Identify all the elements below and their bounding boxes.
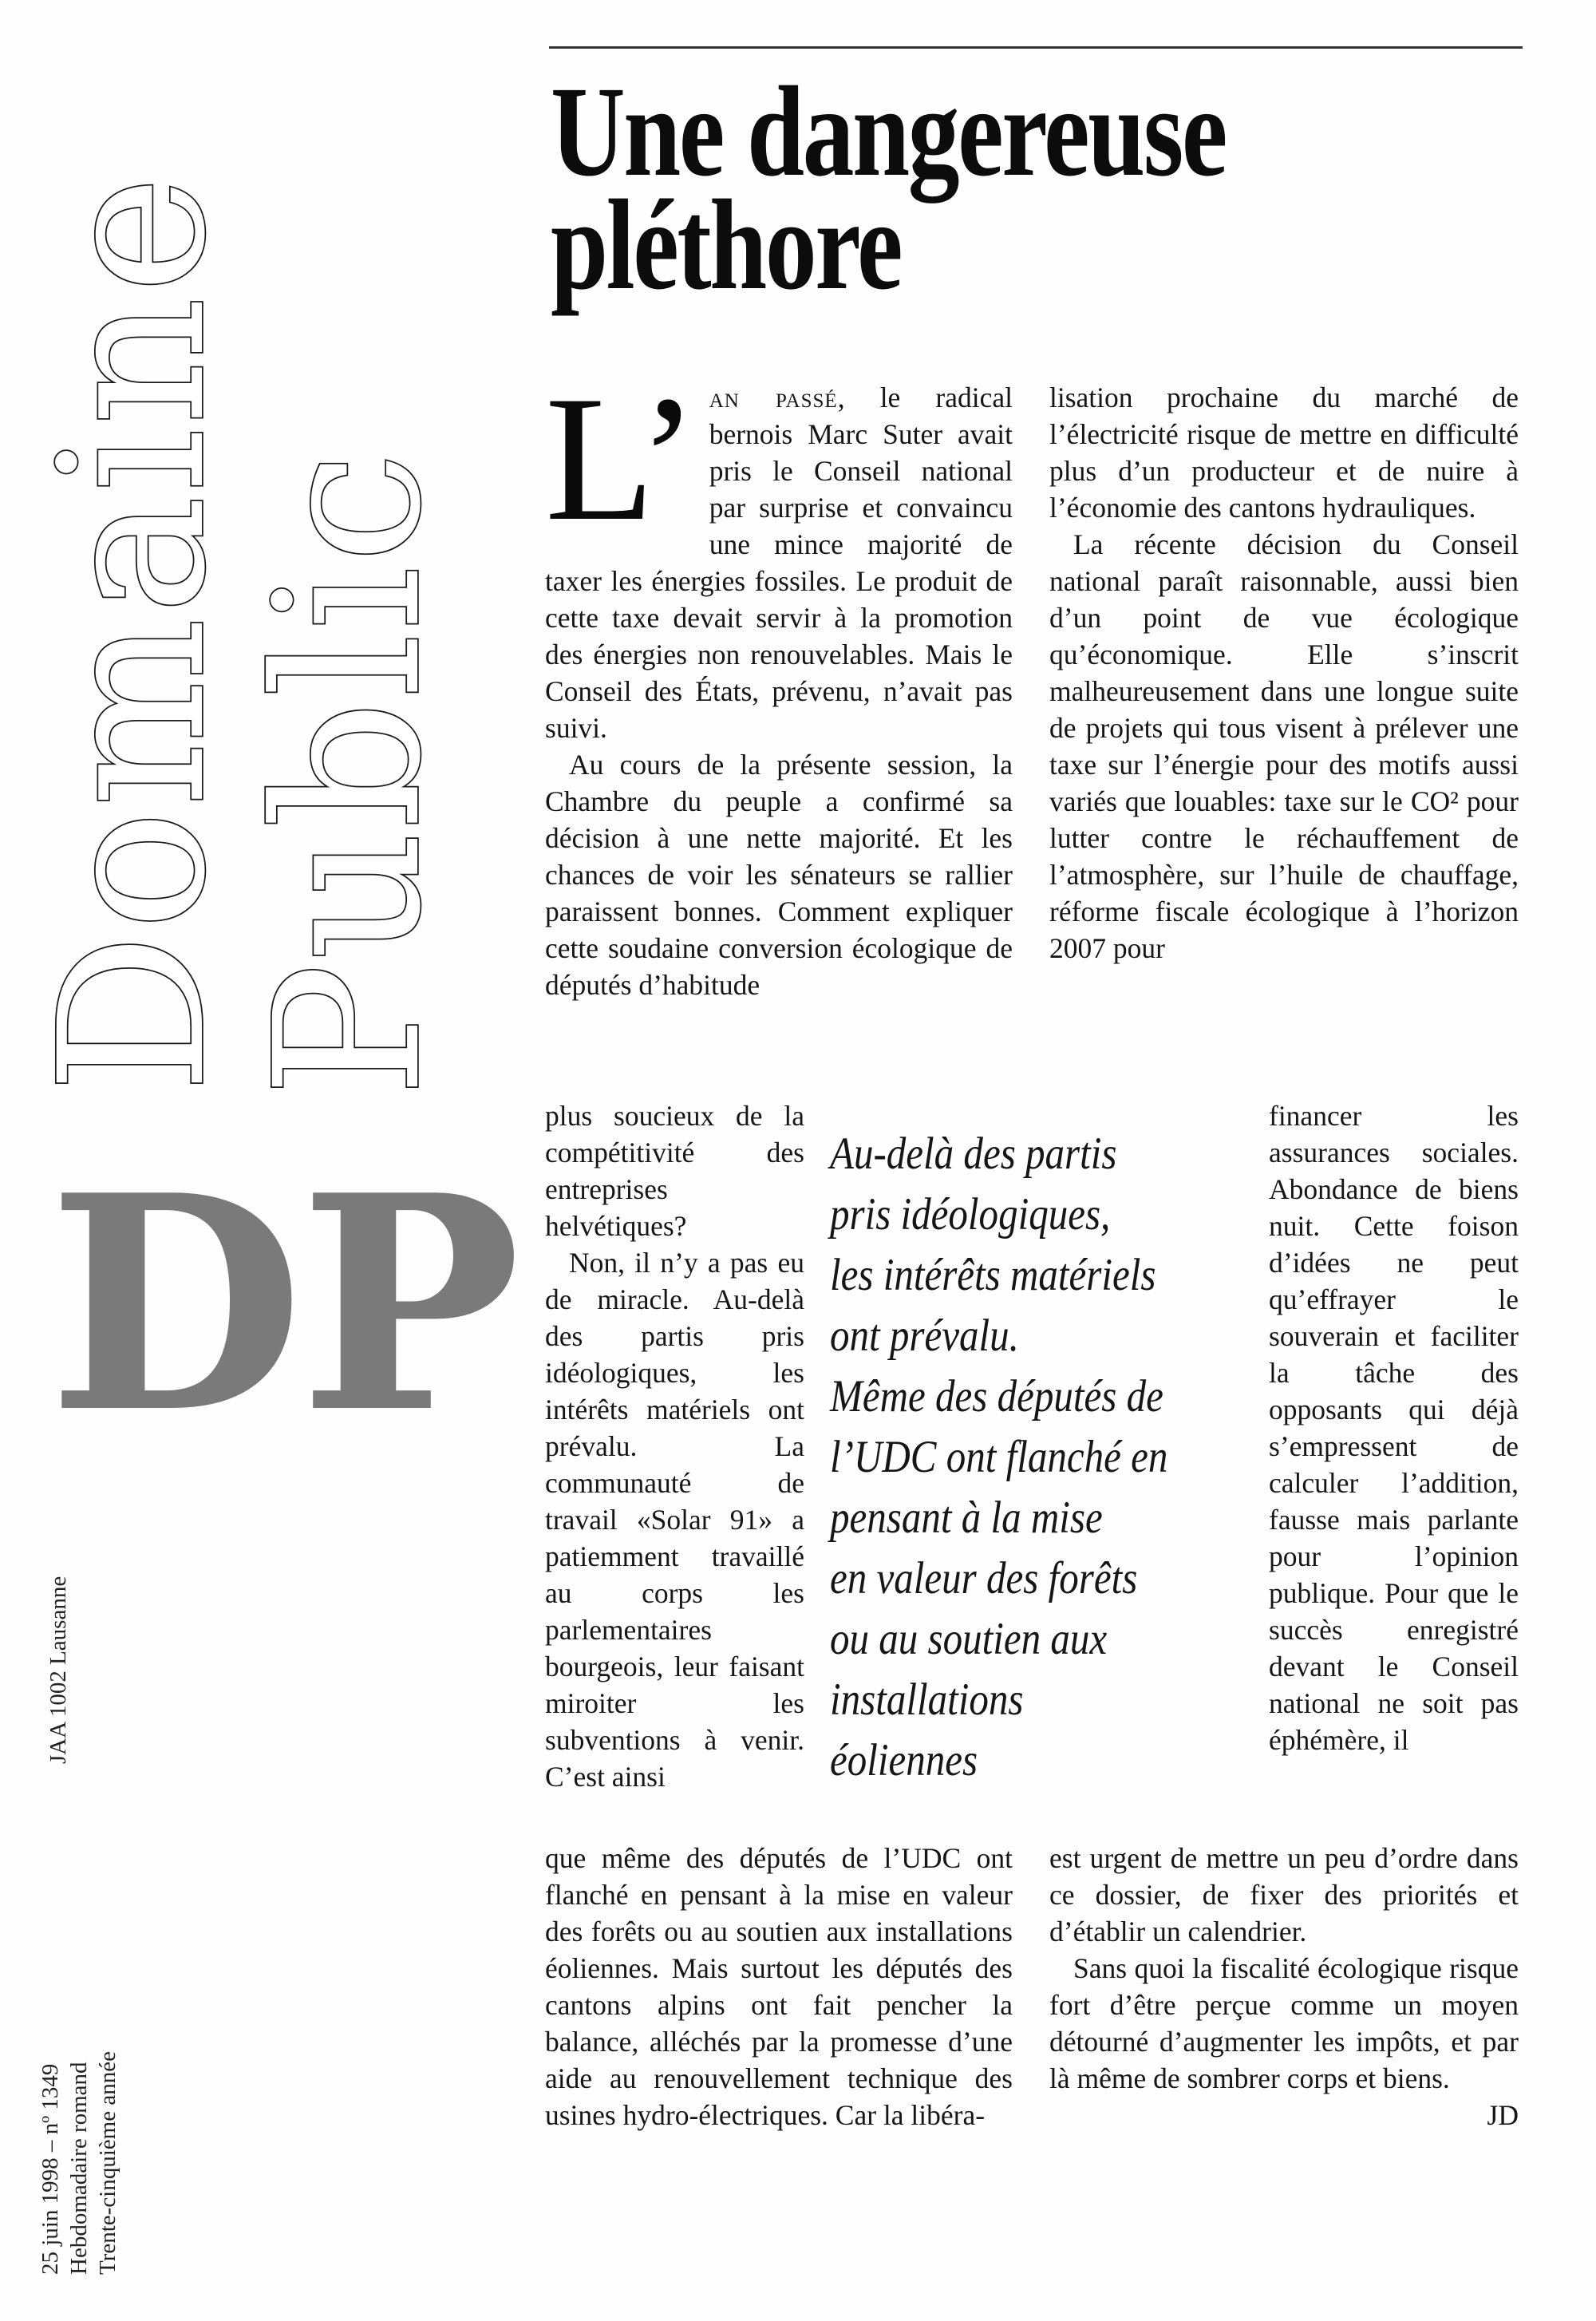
pull-quote-line: Au-delà des partis: [830, 1129, 1117, 1179]
pull-quote-line: pensant à la mise: [830, 1493, 1103, 1543]
title-line-1: Une dangereuse: [551, 61, 1227, 204]
pull-quote-line: en valeur des forêts: [830, 1553, 1138, 1603]
masthead-word-domaine: Domaine: [17, 172, 249, 1093]
pull-quote-line: l’UDC ont flanché en: [830, 1432, 1168, 1482]
postal-code: JAA 1002 Lausanne: [45, 1576, 71, 1764]
paragraph-2-cont: plus soucieux de la compétitivité des entreprises helvétiques?: [545, 1100, 804, 1242]
masthead: [0, 0, 517, 2321]
paragraph-5-cont: financer les assurances sociales. Abondance de biens nuit. Cette foison d’idées ne peut qu’effrayer le souverain et faciliter la tâche des opposants qui déjà s’empressent de calculer l’addition, fausse mais parlante pour l’opinion publique. Pour que le succès enregistré devant le Conseil national ne soit pas éphémère, il: [1269, 1100, 1519, 1756]
lead-in: an passé: [709, 382, 838, 413]
paragraph-6: Sans quoi la fiscalité écologique risque fort d’être perçue comme un moyen détourné d’augmenter les impôts, et par là même de sombrer corps et biens.: [1049, 1952, 1519, 2094]
pull-quote: [830, 1124, 1194, 1791]
masthead-initials: DP: [48, 1132, 517, 1478]
issue-frequency: Hebdomadaire romand: [66, 2062, 92, 2275]
pull-quote-line: Même des députés de: [830, 1371, 1163, 1421]
column-1-bottom: [545, 1840, 1013, 2223]
column-2-bottom: [1049, 1840, 1519, 2223]
paragraph-5: La récente décision du Conseil national paraît raisonnable, aussi bien d’un point de vue écologique qu’économique. Elle s’inscrit malheureusement dans une longue suite de projets qui tous visent à prélever une taxe sur l’énergie pour des motifs aussi variés que louables: taxe sur le CO² pour lutter contre le réchauffement de l’atmosphère, sur l’huile de chauffage, réforme fiscale écologique à l’horizon 2007 pour: [1049, 528, 1519, 964]
pull-quote-line: pris idéologiques,: [830, 1189, 1111, 1240]
masthead-word-public: Public: [232, 448, 464, 1097]
pull-quote-line: les intérêts matériels: [830, 1250, 1156, 1300]
paragraph-2: Au cours de la présente session, la Chambre du peuple a confirmé sa décision à une nette majorité. Et les chances de voir les sénateurs se rallier paraissent bonnes. Comment expliquer cette soudaine conversion écologique de députés d’habitude: [545, 749, 1013, 1001]
paragraph-5-end: est urgent de mettre un peu d’ordre dans ce dossier, de fixer des priorités et d’établir un calendrier.: [1049, 1842, 1519, 1947]
pull-quote-line: installations: [830, 1675, 1024, 1725]
drop-cap: L’: [545, 379, 698, 558]
column-1-top: [545, 379, 1013, 1097]
author-initials: JD: [1487, 2099, 1519, 2131]
column-2-middle: [1269, 1097, 1519, 1840]
paragraph-1-text: , le radical bernois Marc Suter avait pris le Conseil national par surprise et convaincu une mince majorité de taxer les énergies fossiles. Le produit de cette taxe devait servir à la promotion des énergies non renouvelables. Mais le Conseil des États, prévenu, n’avait pas suivi.: [545, 382, 1013, 744]
issue-info: [36, 2051, 122, 2275]
column-1-middle: [545, 1097, 804, 1840]
paragraph-1: [545, 379, 1013, 746]
top-rule: [549, 46, 1523, 49]
paragraph-3-cont: que même des députés de l’UDC ont flanché en pensant à la mise en valeur des forêts ou au soutien aux installations éoliennes. Mais surtout les députés des cantons alpins ont fait pencher la balance, alléchés par la promesse d’une aide au renouvellement technique des usines hydro-électriques. Car la libéra-: [545, 1842, 1013, 2131]
pull-quote-line: éoliennes: [830, 1735, 978, 1785]
pull-quote-line: ont prévalu.: [830, 1311, 1019, 1361]
issue-year: Trente-cinquième année: [95, 2051, 120, 2275]
title-line-2: pléthore: [551, 174, 902, 317]
column-2-top: [1049, 379, 1519, 1097]
pull-quote-line: ou au soutien aux: [830, 1614, 1108, 1664]
paragraph-3: Non, il n’y a pas eu de miracle. Au-delà des partis pris idéologiques, les intérêts matériels ont prévalu. La communauté de travail «Solar 91» a patiemment travaillé au corps les parlementaires bourgeois, leur faisant miroiter les subventions à venir. C’est ainsi: [545, 1247, 804, 1793]
issue-date: 25 juin 1998 – nº 1349: [38, 2063, 63, 2275]
paragraph-4: lisation prochaine du marché de l’électricité risque de mettre en difficulté plus d’un producteur et de nuire à l’économie des cantons hydrauliques.: [1049, 382, 1519, 524]
article-title: [551, 61, 1285, 317]
